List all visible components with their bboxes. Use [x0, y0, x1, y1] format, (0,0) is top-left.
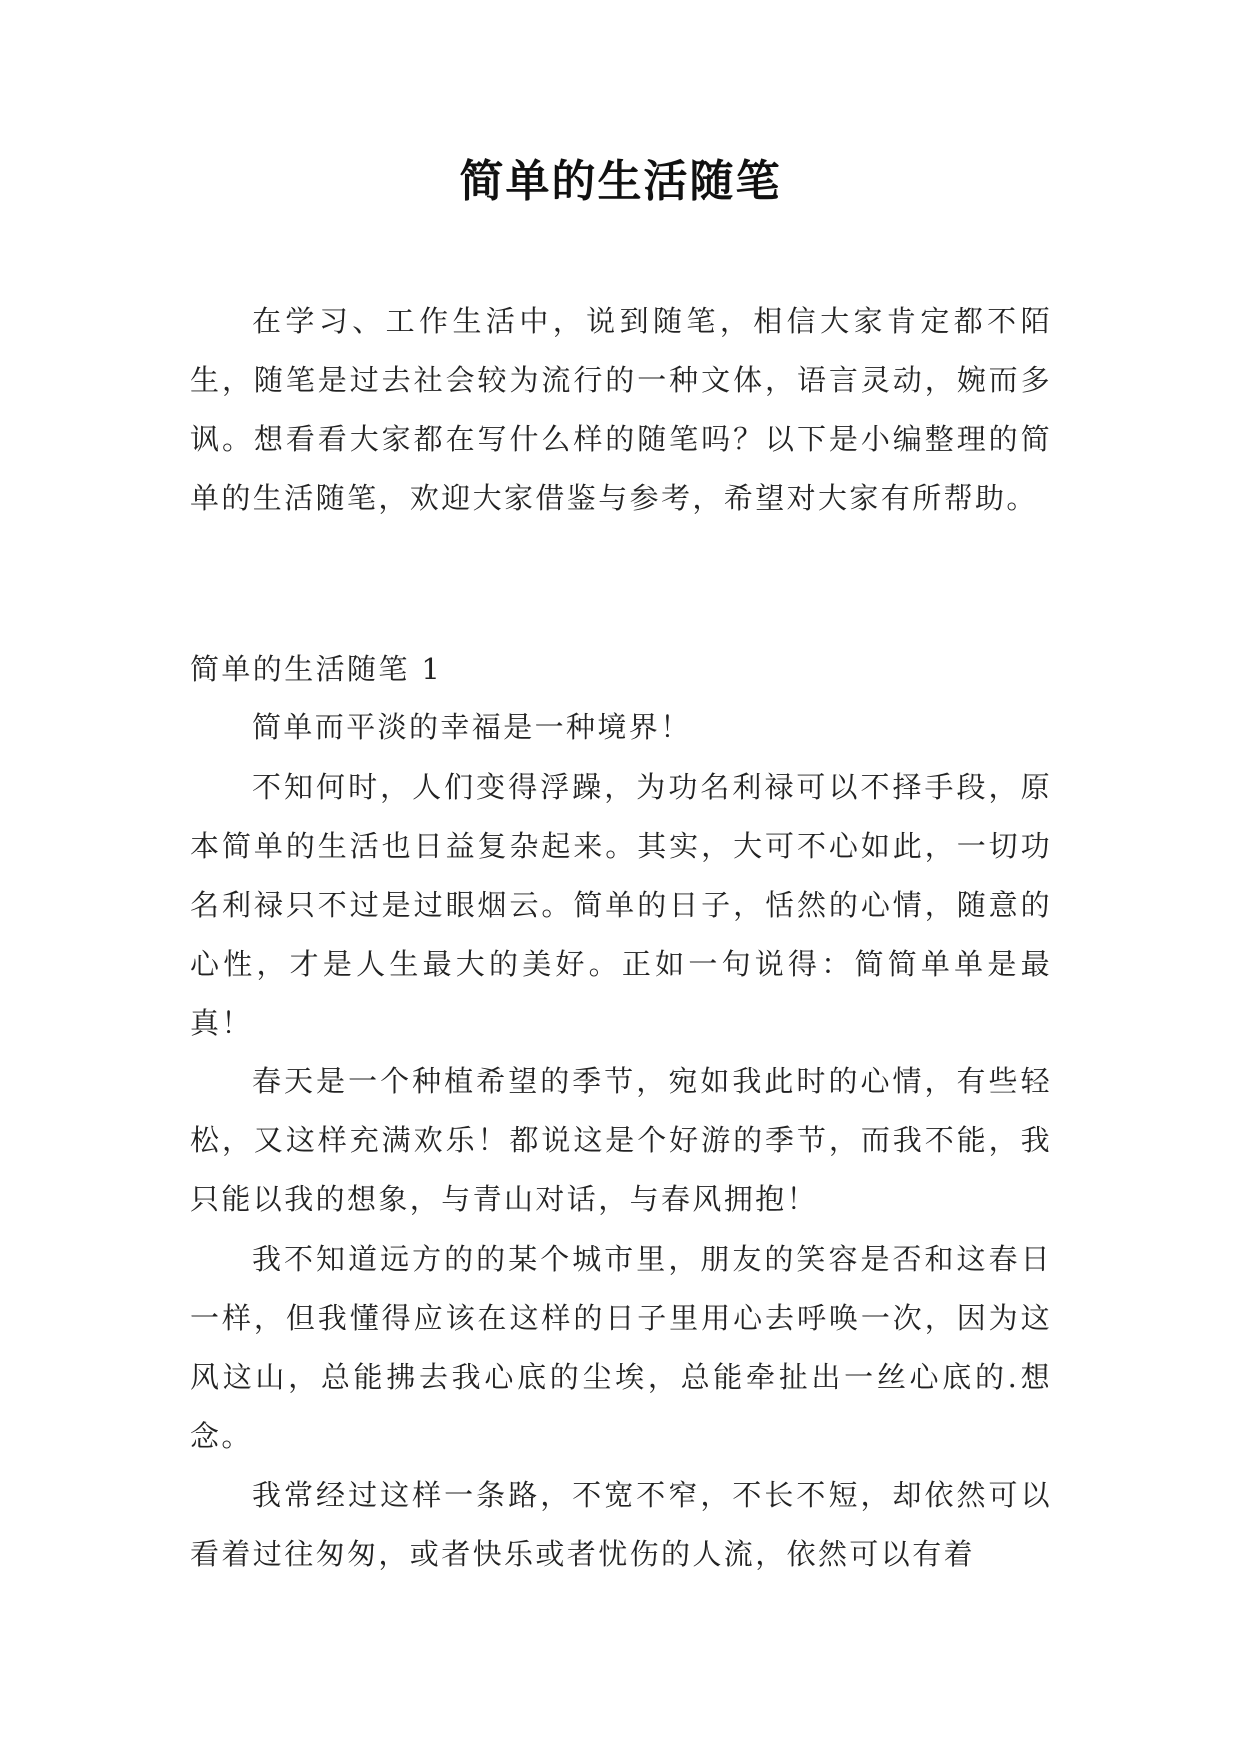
- paragraph-4: 我不知道远方的的某个城市里，朋友的笑容是否和这春日一样，但我懂得应该在这样的日子里用心去呼唤一次，因为这风这山，总能拂去我心底的尘埃，总能牵扯出一丝心底的.想念。: [190, 1242, 1052, 1453]
- intro-paragraph: 在学习、工作生活中，说到随笔，相信大家肯定都不陌生，随笔是过去社会较为流行的一种文体，语言灵动，婉而多讽。想看看大家都在写什么样的随笔吗？以下是小编整理的简单的生活随笔，欢迎大家借鉴与参考，希望对大家有所帮助。: [190, 304, 1052, 515]
- paragraph-1: 简单而平淡的幸福是一种境界！: [252, 710, 692, 744]
- document-title: 简单的生活随笔: [459, 156, 782, 207]
- section-heading: 简单的生活随笔 1: [190, 652, 443, 686]
- paragraph-3: 春天是一个种植希望的季节，宛如我此时的心情，有些轻松，又这样充满欢乐！都说这是个好游的季节，而我不能，我只能以我的想象，与青山对话，与春风拥抱！: [190, 1064, 1052, 1216]
- paragraph-2: 不知何时，人们变得浮躁，为功名利禄可以不择手段，原本简单的生活也日益复杂起来。其实，大可不心如此，一切功名利禄只不过是过眼烟云。简单的日子，恬然的心情，随意的心性，才是人生最大的美好。正如一句说得：简简单单是最真！: [190, 770, 1052, 1040]
- paragraph-5: 我常经过这样一条路，不宽不窄，不长不短，却依然可以看着过往匆匆，或者快乐或者忧伤的人流，依然可以有着: [190, 1478, 1052, 1571]
